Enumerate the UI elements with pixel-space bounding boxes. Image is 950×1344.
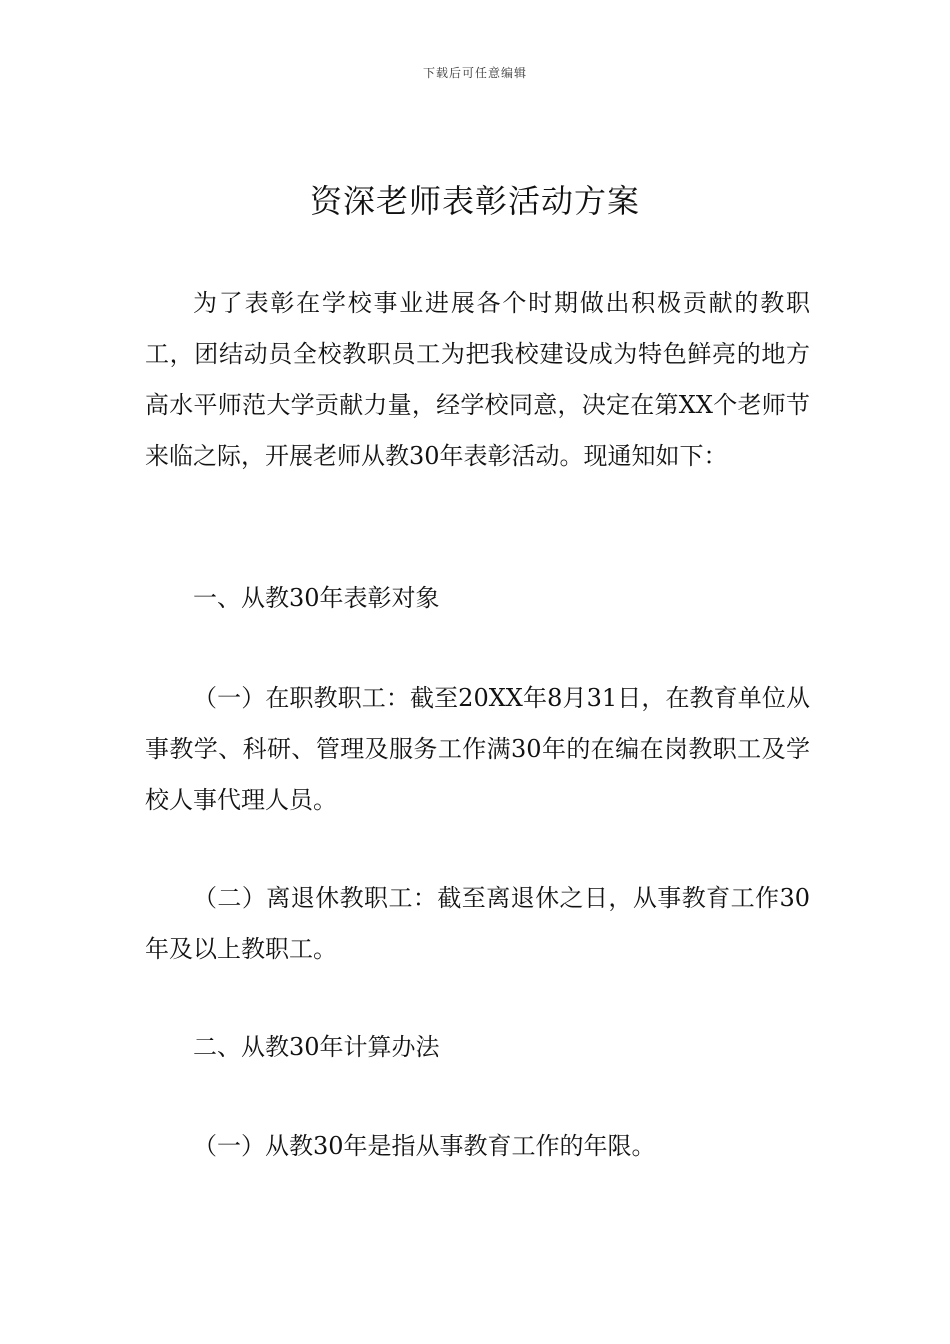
page-header-note: 下载后可任意编辑 xyxy=(422,66,527,80)
section-1-heading: 一、从教30年表彰对象 xyxy=(193,584,440,612)
section-1-item-1: （一）在职教职工：截至20XX年8月31日，在教育单位从事教学、科研、管理及服务工作满30年的在编在岗教职工及学校人事代理人员。 xyxy=(145,684,810,814)
document-title: 资深老师表彰活动方案 xyxy=(309,182,640,220)
section-2-heading: 二、从教30年计算办法 xyxy=(193,1033,440,1061)
intro-paragraph: 为了表彰在学校事业进展各个时期做出积极贡献的教职工，团结动员全校教职员工为把我校建设成为特色鲜亮的地方高水平师范大学贡献力量，经学校同意，决定在第XX个老师节来临之际，开展老师从教30年表彰活动。现通知如下： xyxy=(145,289,810,470)
section-1-item-2: （二）离退休教职工：截至离退休之日，从事教育工作30年及以上教职工。 xyxy=(145,884,810,963)
section-2-item-1: （一）从教30年是指从事教育工作的年限。 xyxy=(193,1132,656,1160)
